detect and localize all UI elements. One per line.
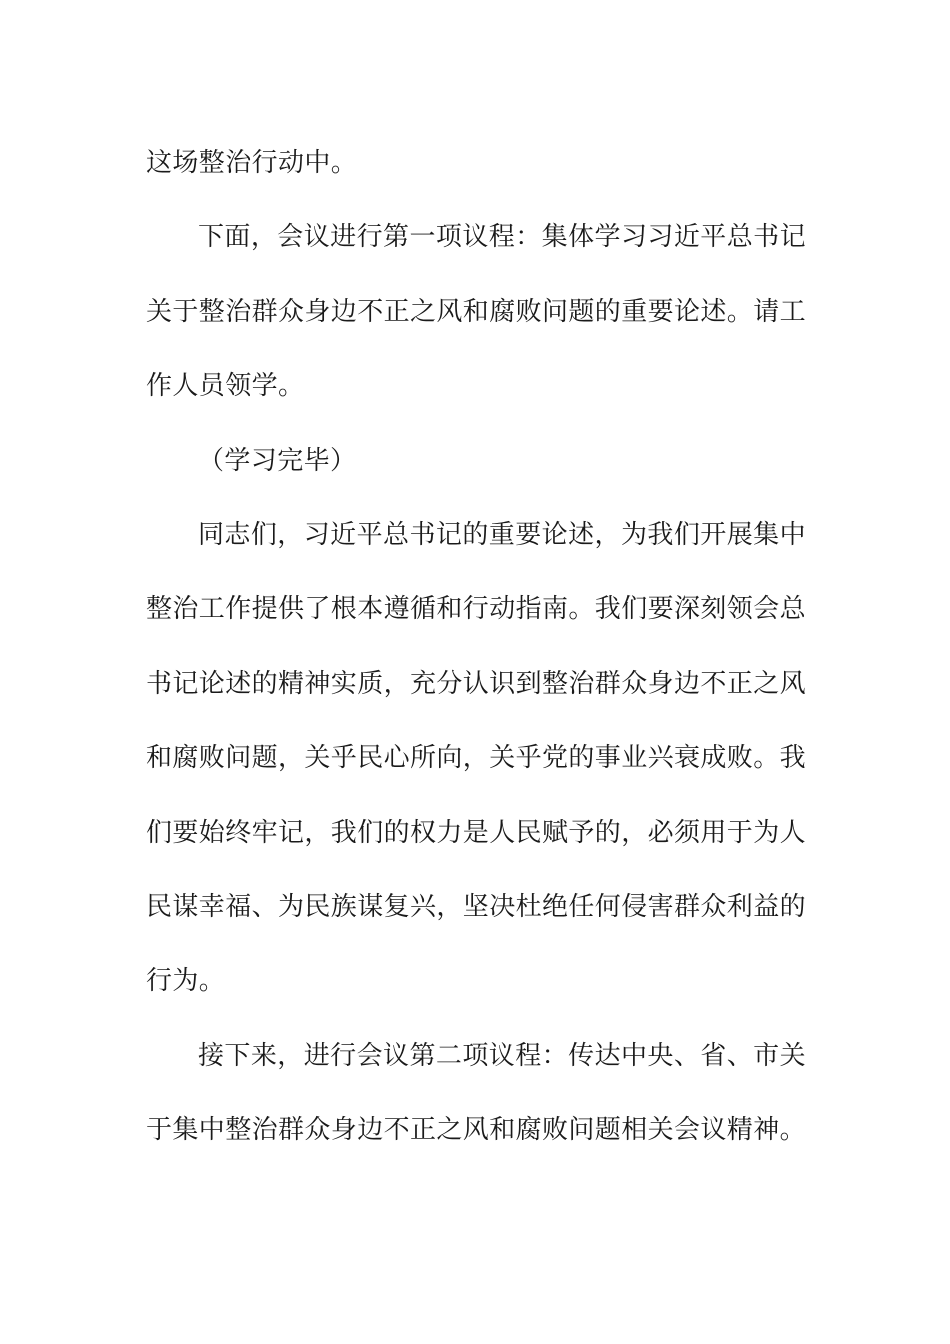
- paragraph-agenda-item-two: 接下来，进行会议第二项议程：传达中央、省、市关于集中整治群众身边不正之风和腐败问题相关会议精神。: [146, 1040, 807, 1146]
- paragraph-continuation: 这场整治行动中。: [146, 148, 358, 178]
- paragraph-study-complete-note: （学习完毕）: [198, 445, 357, 476]
- document-body: [146, 126, 806, 1168]
- paragraph-agenda-item-one: 下面，会议进行第一项议程：集体学习习近平总书记关于整治群众身边不正之风和腐败问题的重要论述。请工作人员领学。: [146, 222, 807, 402]
- paragraph-comrades-remarks: 同志们，习近平总书记的重要论述，为我们开展集中整治工作提供了根本遵循和行动指南。我们要深刻领会总书记论述的精神实质，充分认识到整治群众身边不正之风和腐败问题，关乎民心所向，关乎党的事业兴衰成败。我们要始终牢记，我们的权力是人民赋予的，必须用于为人民谋幸福、为民族谋复兴，坚决杜绝任何侵害群众利益的行为。: [146, 520, 807, 997]
